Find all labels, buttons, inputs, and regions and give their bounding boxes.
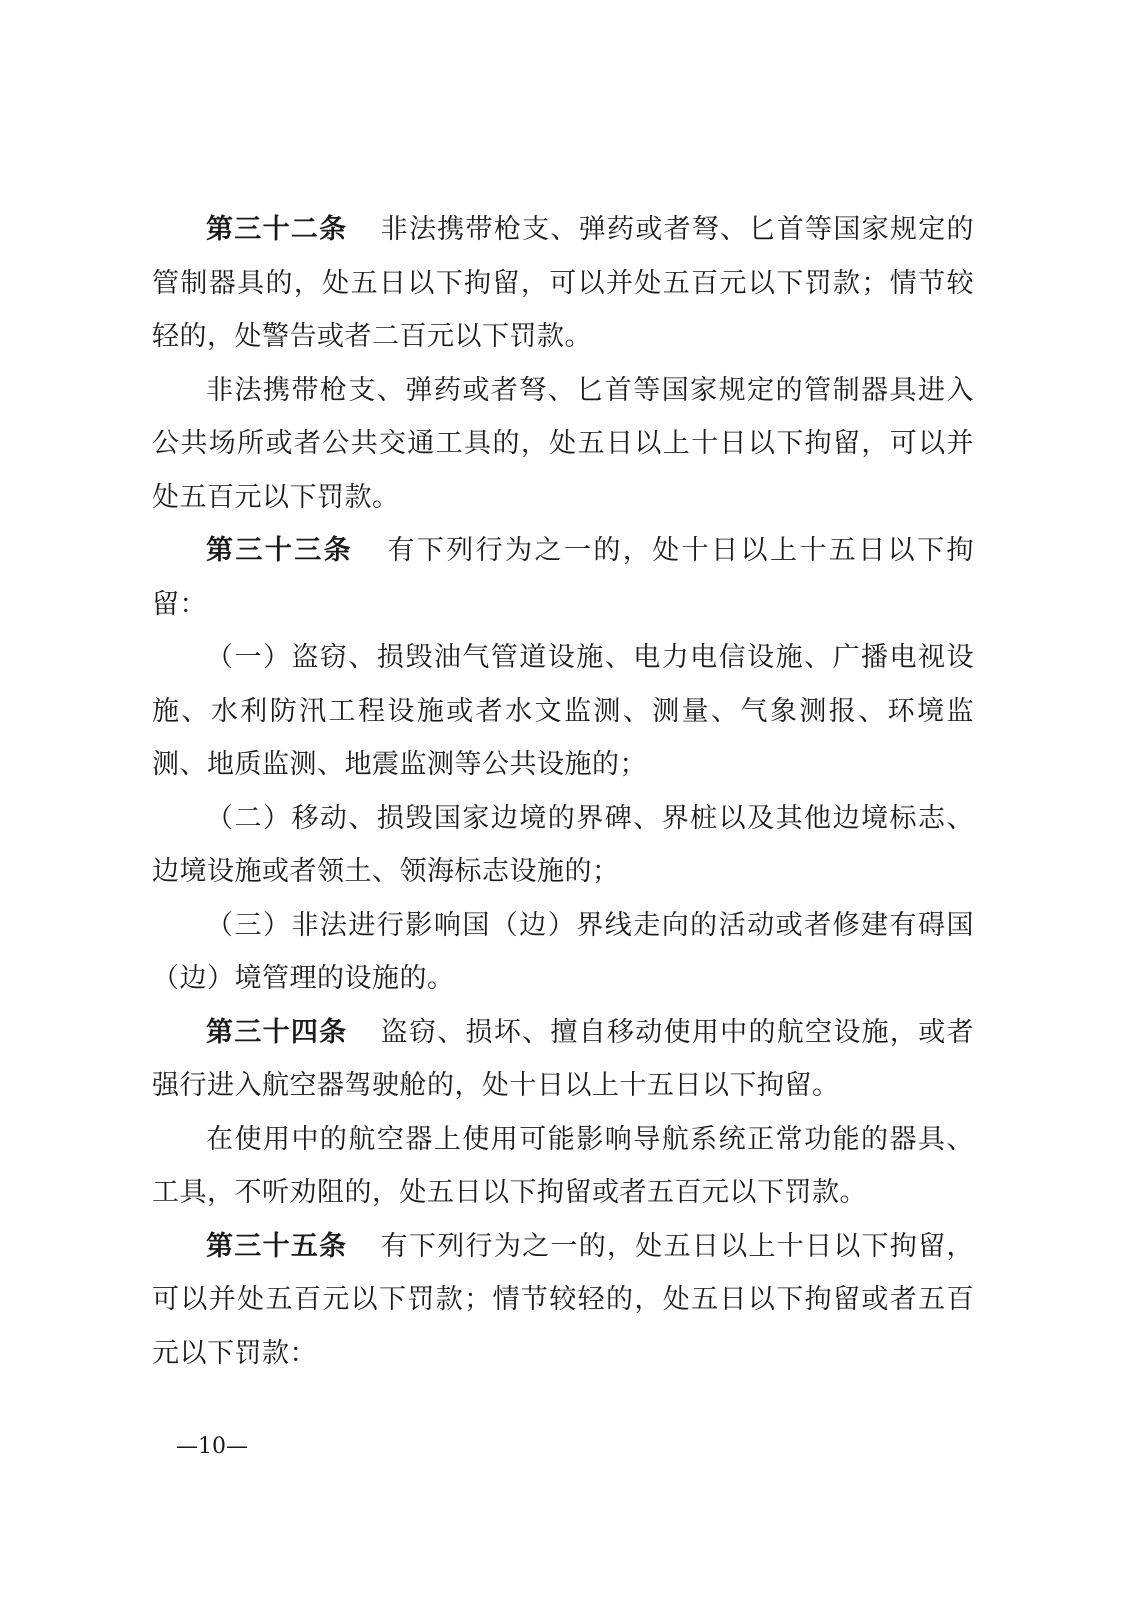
article-33-item-1	[152, 631, 974, 792]
article-33-title: 第三十三条	[206, 535, 354, 566]
article-33-item-2-text: （二）移动、损毁国家边境的界碑、界桩以及其他边境标志、边境设施或者领土、领海标志设施的；	[152, 802, 974, 887]
article-34-title: 第三十四条	[206, 1016, 348, 1048]
article-34-text: 盗窃、损坏、擅自移动使用中的航空设施，或者强行进入航空器驾驶舱的，处十日以上十五日以下拘留。	[152, 1016, 975, 1101]
article-33-item-1-text: （一）盗窃、损毁油气管道设施、电力电信设施、广播电视设施、水利防汛工程设施或者水文监测、测量、气象测报、环境监测、地质监测、地震监测等公共设施的；	[152, 642, 974, 780]
article-34-clause-2-text: 在使用中的航空器上使用可能影响导航系统正常功能的器具、工具，不听劝阻的，处五日以下拘留或者五百元以下罚款。	[152, 1123, 974, 1208]
document-body	[152, 203, 974, 1380]
article-33-paragraph	[152, 524, 974, 631]
article-32-title: 第三十二条	[206, 214, 348, 245]
article-32-paragraph	[152, 203, 974, 364]
page-number: —10—	[176, 1434, 248, 1459]
article-33-item-3	[152, 899, 974, 1006]
article-35-text: 有下列行为之一的，处五日以上十日以下拘留，可以并处五百元以下罚款；情节较轻的，处五日以下拘留或者五百元以下罚款：	[152, 1230, 975, 1369]
article-35-paragraph	[152, 1220, 974, 1381]
article-35-title: 第三十五条	[206, 1230, 348, 1262]
article-34-clause-2	[152, 1113, 974, 1220]
article-33-item-3-text: （三）非法进行影响国（边）界线走向的活动或者修建有碍国（边）境管理的设施的。	[152, 909, 974, 994]
article-33-item-2	[152, 792, 974, 899]
article-33-text: 有下列行为之一的，处十日以上十五日以下拘留：	[152, 535, 975, 620]
article-32-clause-2-text: 非法携带枪支、弹药或者弩、匕首等国家规定的管制器具进入公共场所或者公共交通工具的，处五日以上十日以下拘留，可以并处五百元以下罚款。	[152, 374, 974, 513]
article-32-clause-2	[152, 364, 974, 525]
article-34-paragraph	[152, 1006, 974, 1113]
article-32-text: 非法携带枪支、弹药或者弩、匕首等国家规定的管制器具的，处五日以下拘留，可以并处五百元以下罚款；情节较轻的，处警告或者二百元以下罚款。	[152, 214, 975, 352]
